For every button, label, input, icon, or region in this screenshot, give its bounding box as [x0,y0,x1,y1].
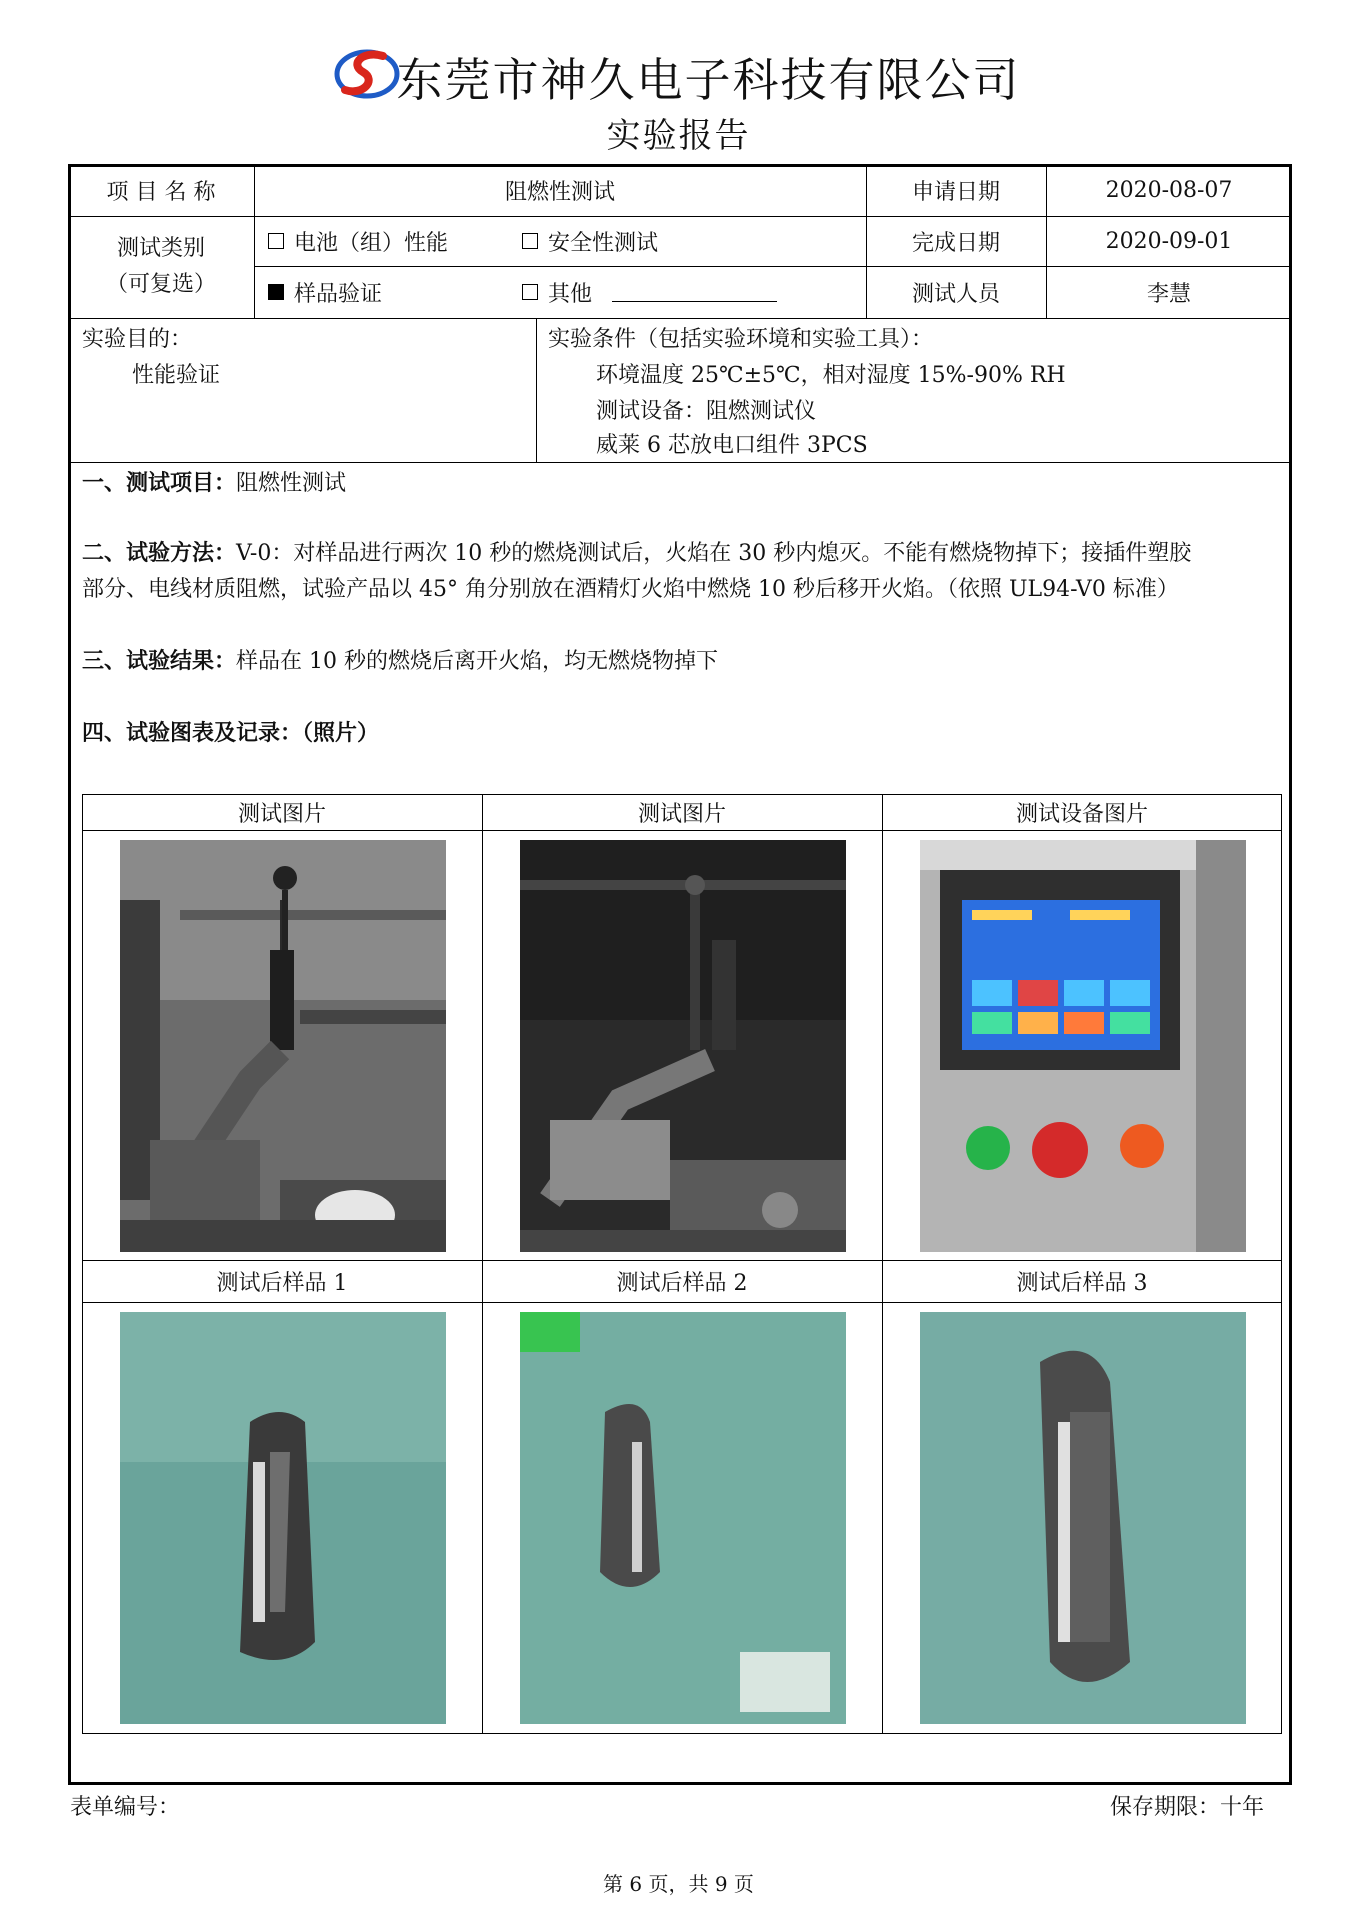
project-name-label: 项 目 名 称 [106,179,216,205]
option-sample-label: 样品验证 [294,281,383,307]
equipment-photo [920,840,1246,1252]
photo-header-3: 测试设备图片 [1015,801,1148,827]
option-sample[interactable] [268,266,528,318]
tester-label: 测试人员 [911,281,1000,307]
company-name: 东莞市神久电子科技有限公司 [396,53,1021,107]
complete-date-label: 完成日期 [911,230,1000,256]
document-title: 实验报告 [606,116,751,156]
test-type-label [68,216,254,318]
conditions-line3: 威莱 6 芯放电口组件 3PCS [596,433,868,458]
section-1-body: 阻燃性测试 [236,471,347,496]
section-2-heading: 二、试验方法： [82,541,237,566]
test-photo-1 [120,840,446,1252]
section-2-body-line1: V-0：对样品进行两次 10 秒的燃烧测试后，火焰在 30 秒内熄灭。不能有燃烧物掉下；接插件塑胶 [236,541,1192,566]
option-other-label: 其他 [548,281,593,307]
section-4-heading: 四、试验图表及记录：（照片） [82,721,380,746]
option-other[interactable] [522,266,862,318]
other-blank-field[interactable] [612,283,777,302]
section-2-body-line2: 部分、电线材质阻燃，试验产品以 45° 角分别放在酒精灯火焰中燃烧 10 秒后移开火焰。（依照 UL94-V0 标准） [82,577,1179,602]
conditions-label: 实验条件（包括实验环境和实验工具）： [548,327,934,352]
section-1-heading: 一、测试项目： [82,471,237,496]
section-2 [82,536,1191,572]
section-3-heading: 三、试验结果： [82,649,237,674]
page-number: 第 6 页，共 9 页 [603,1872,754,1896]
photo-header-6: 测试后样品 3 [1016,1270,1148,1296]
option-battery-label: 电池（组）性能 [294,230,449,256]
option-safety[interactable] [522,216,822,266]
photo-header-4: 测试后样品 1 [216,1270,348,1296]
photo-header-2: 测试图片 [637,801,726,827]
section-3-body: 样品在 10 秒的燃烧后离开火焰，均无燃烧物掉下 [236,649,718,674]
checkbox-sample-checked[interactable] [268,284,284,300]
apply-date-label: 申请日期 [911,179,1000,205]
conditions-line2: 测试设备：阻燃测试仪 [596,399,817,424]
test-type-label-line1: 测试类别 [116,236,205,261]
test-type-label-line2: （可复选） [105,272,216,297]
purpose-value: 性能验证 [132,363,221,388]
form-number-label: 表单编号： [70,1795,181,1820]
checkbox-safety[interactable] [522,233,538,249]
section-1 [82,466,346,502]
purpose-label: 实验目的： [82,327,193,352]
conditions-line1: 环境温度 25℃±5℃，相对湿度 15%-90% RH [596,363,1066,388]
complete-date-value: 2020-09-01 [1105,228,1233,254]
option-battery[interactable] [268,216,528,266]
sample-photo-1 [120,1312,446,1724]
tester-value: 李慧 [1146,281,1191,307]
sample-photo-3 [920,1312,1246,1724]
option-safety-label: 安全性测试 [548,230,659,256]
sample-photo-2 [520,1312,846,1724]
checkbox-other[interactable] [522,284,538,300]
project-name-value: 阻燃性测试 [504,179,615,205]
apply-date-value: 2020-08-07 [1105,177,1233,203]
checkbox-battery[interactable] [268,233,284,249]
section-3 [82,644,718,680]
photo-header-1: 测试图片 [237,801,326,827]
photo-header-5: 测试后样品 2 [616,1270,748,1296]
test-photo-2 [520,840,846,1252]
retention-period: 保存期限：十年 [1110,1795,1265,1820]
